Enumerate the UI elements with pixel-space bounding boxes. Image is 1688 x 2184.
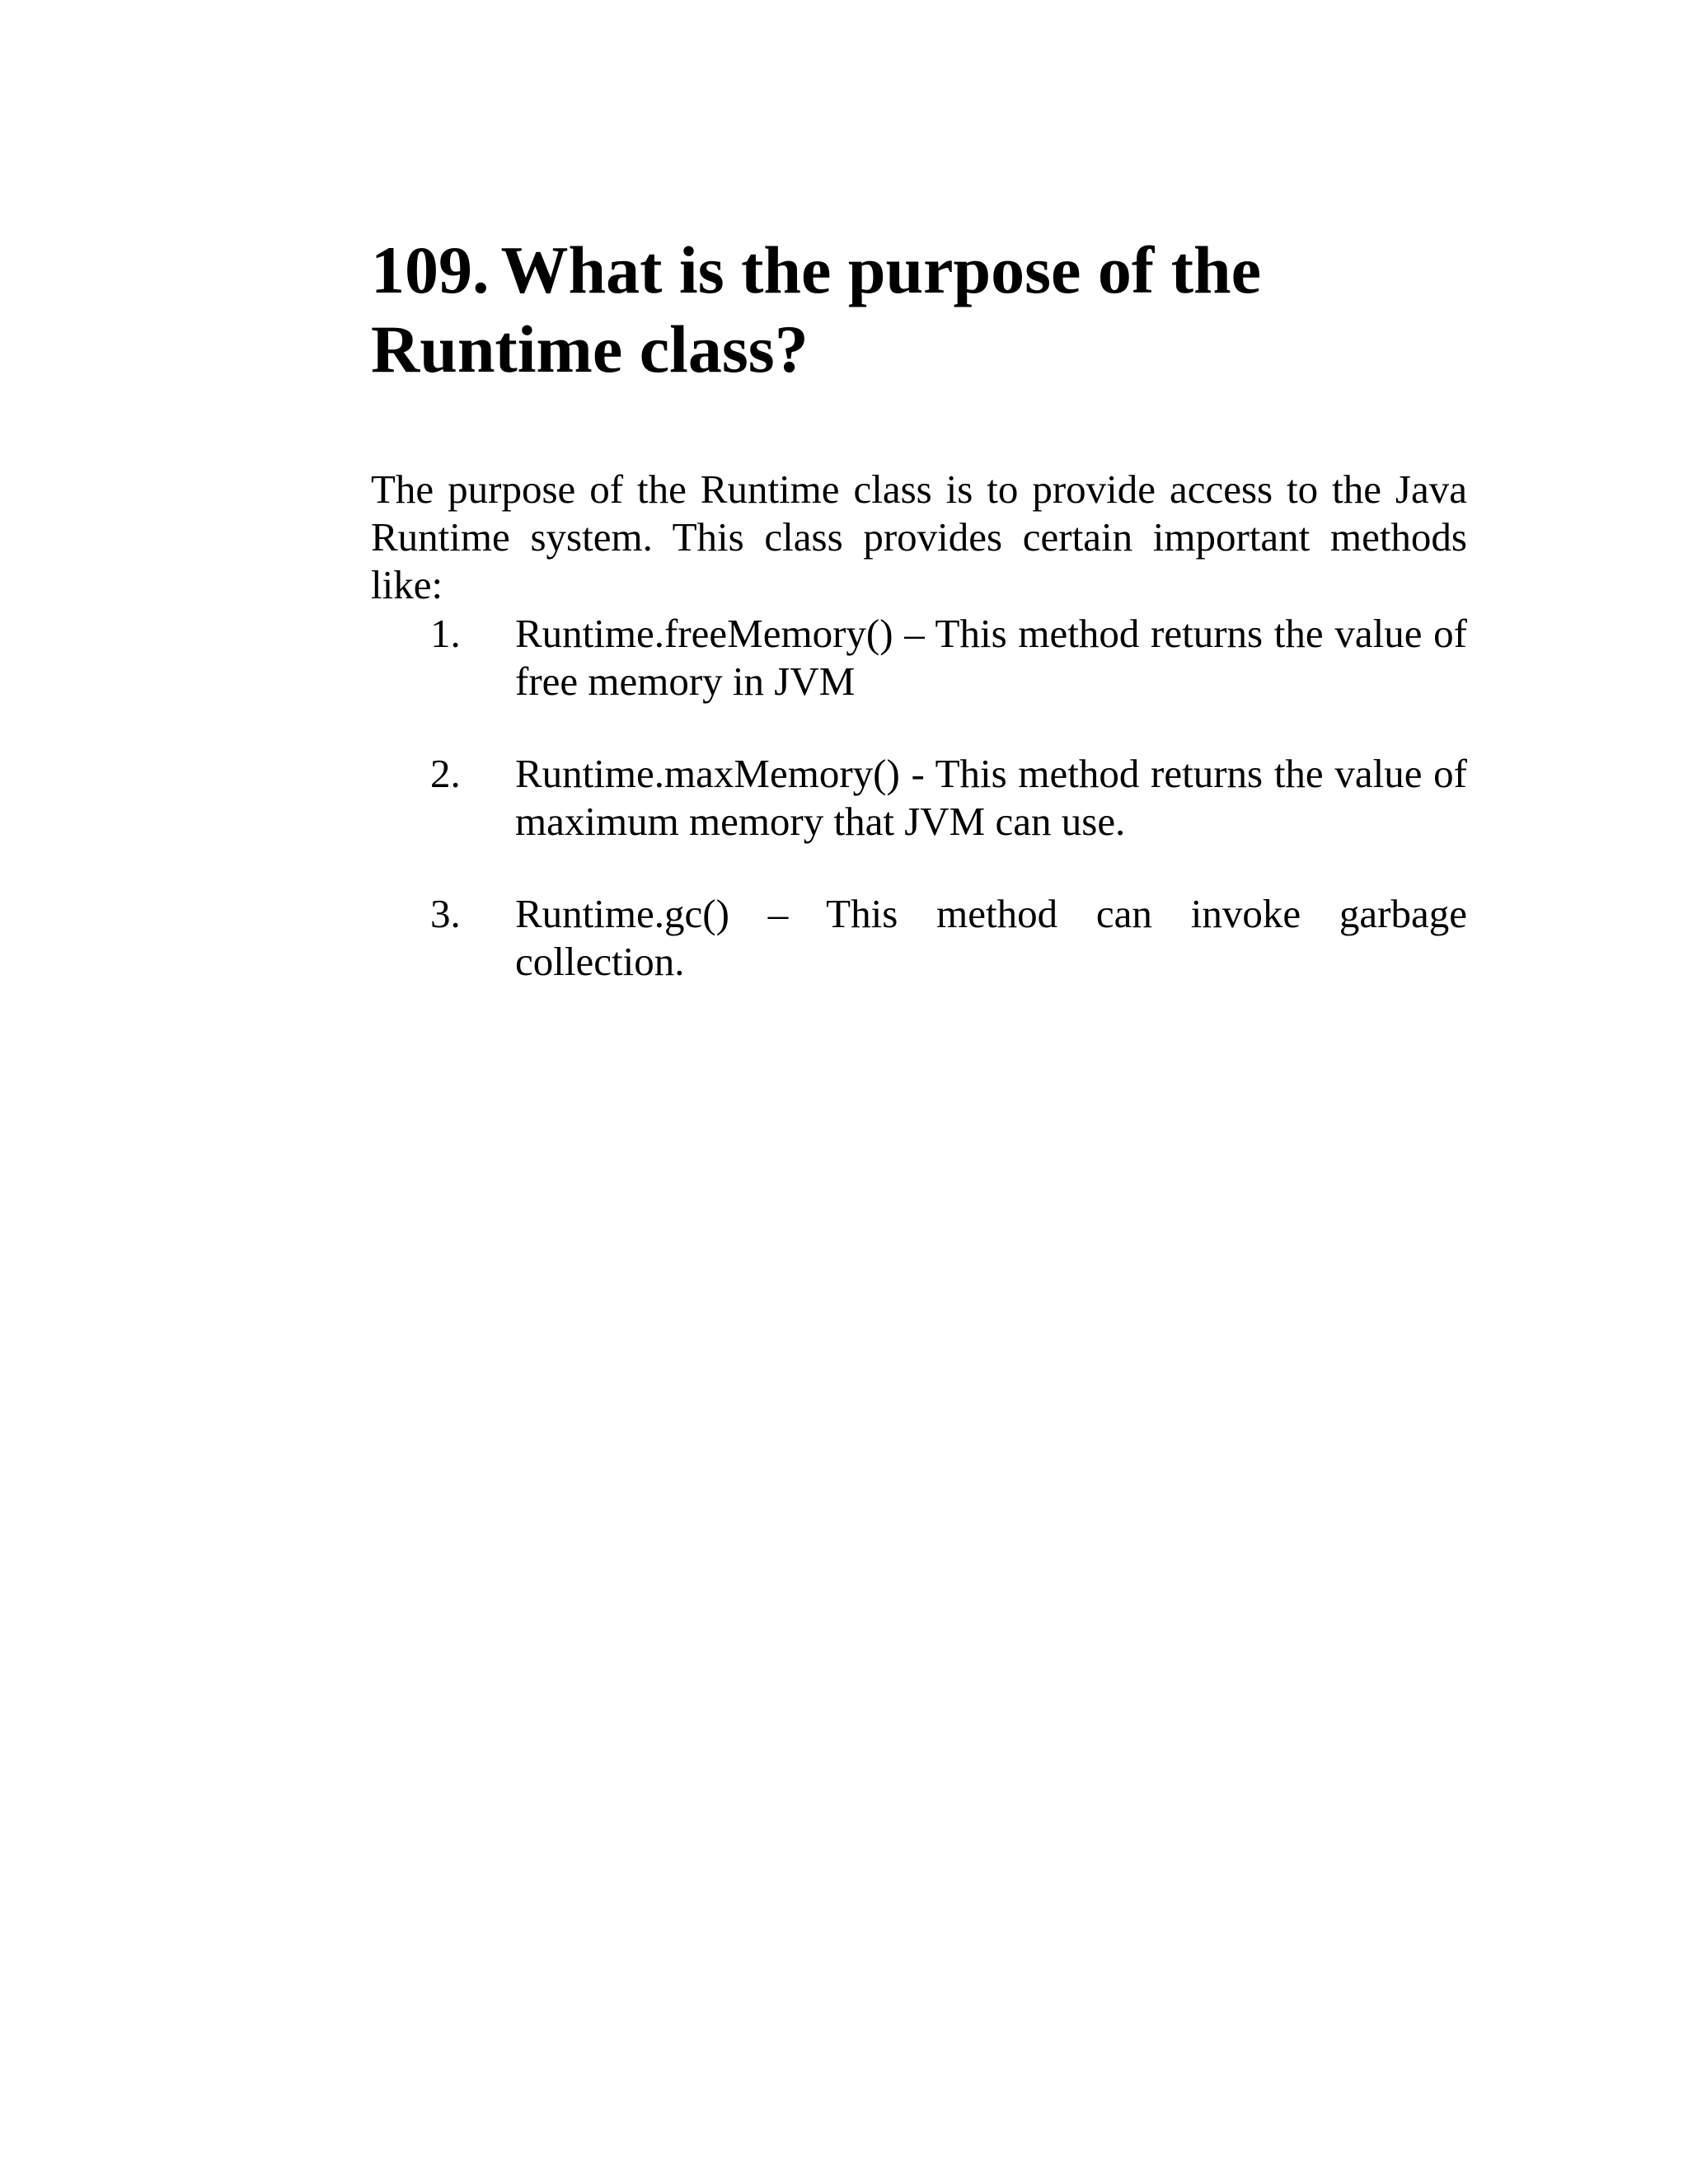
list-item-number: 2. xyxy=(430,751,461,796)
methods-list xyxy=(371,610,1467,1030)
list-item xyxy=(371,610,1467,705)
question-title-line-1: What is the purpose of the xyxy=(500,232,1262,307)
list-item-text: Runtime.freeMemory() – This method returns the value of free memory in JVM xyxy=(515,611,1467,704)
question-title-line-2: Runtime class? xyxy=(371,312,809,387)
question-heading xyxy=(371,231,1525,389)
list-item-number: 3. xyxy=(430,891,461,936)
list-item xyxy=(371,890,1467,986)
list-item xyxy=(371,750,1467,846)
list-item-number: 1. xyxy=(430,611,461,656)
list-item-text: Runtime.maxMemory() - This method returns the value of maximum memory that JVM can use. xyxy=(515,751,1467,844)
list-item-text: Runtime.gc() – This method can invoke garbage collection. xyxy=(515,891,1467,984)
question-number: 109. xyxy=(371,232,490,307)
intro-paragraph: The purpose of the Runtime class is to provide access to the Java Runtime system. This class provides certain important methods like: xyxy=(371,466,1467,607)
